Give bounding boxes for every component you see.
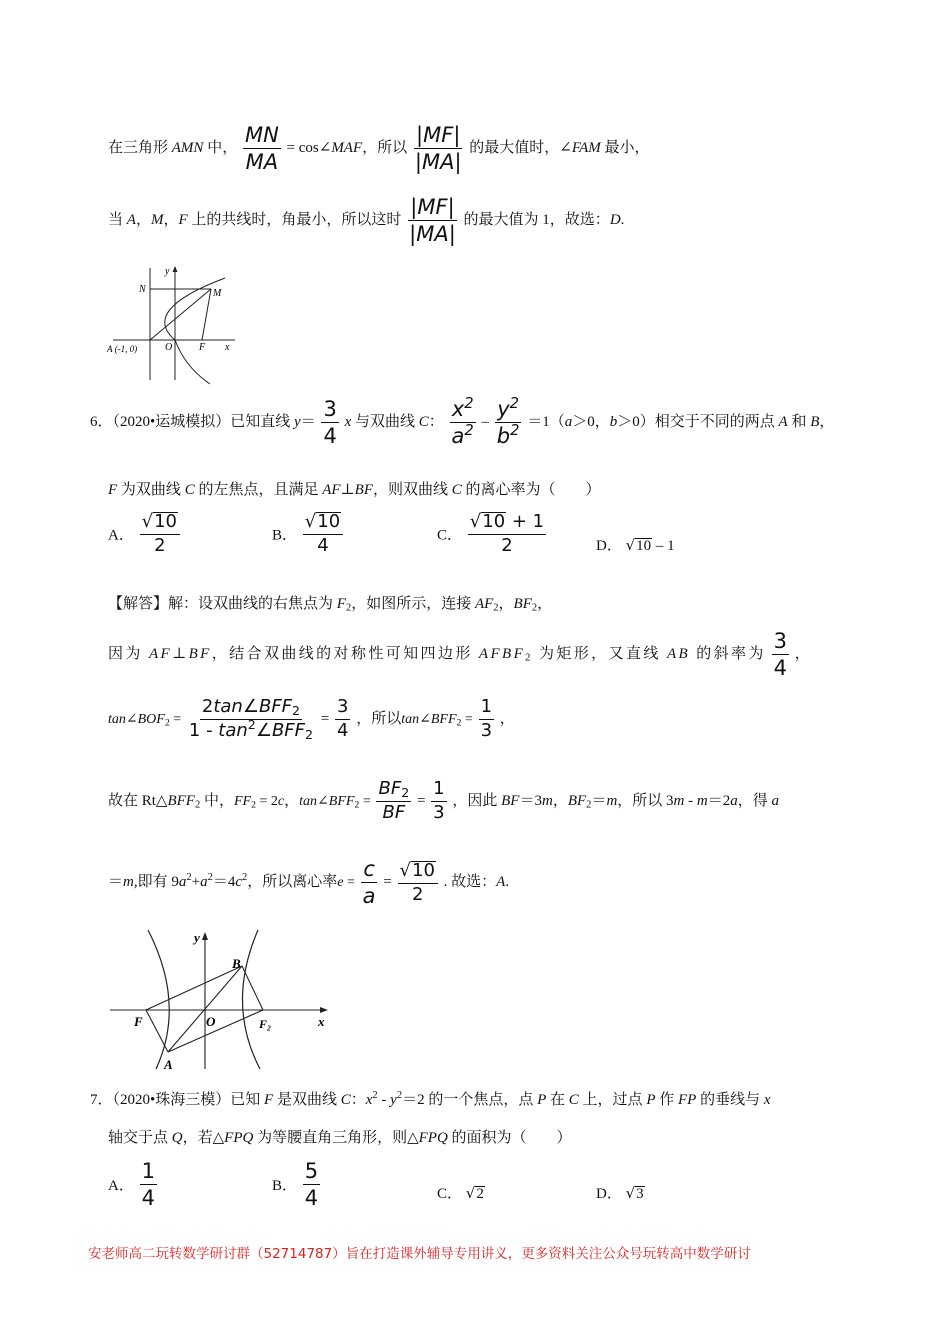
q7-l2: 轴交于点 Q，若△FPQ 为等腰直角三角形，则△FPQ 的面积为（ ） [108,1130,572,1146]
option-label: B． [272,527,298,544]
option-label: C． [437,527,463,544]
frac-numerator: $BF_2$ [378,778,410,801]
q7-l1: 7．（2020•珠海三模）已知 F 是双曲线 C：$x^2 - y^2=2$ 的一个焦点，点 P 在 C 上，过点 P 作 FP 的垂线与 x [90,1090,771,1108]
q6-option-d[interactable] [596,534,675,555]
frac-denominator: |MA| [409,222,456,247]
frac-numerator: $2\tan\angle BFF_2$ [201,696,301,719]
sol6-l4-a: 故在 $Rt\triangle BFF_2$ 中，$FF_2 = 2c$，$\tan\angle BFF_2$ = [108,792,371,811]
frac-numerator: 3 [772,630,789,655]
frac-numerator: √10 [140,512,180,535]
option-label: D． [596,538,622,554]
frac-numerator: 3 [335,698,350,720]
fig2-label-o: O [206,1014,216,1029]
sol6-l1: 【解答】解：设双曲线的右焦点为 $F_2$，如图所示，连接 $AF_2$，$BF_2$， [108,596,553,614]
sol6-l2-end: ， [794,645,810,662]
sol6-eccentricity-fraction [398,861,438,905]
solution-6-line-2 [108,630,810,679]
fig2-label-b: B [232,956,241,971]
frac-denominator: BF [382,801,406,823]
option-fraction [140,1160,157,1209]
sol6-l4-eq: = [416,792,426,809]
option-label: A． [108,1178,134,1195]
parabola-figure [105,262,245,387]
sol6-slope-fraction [772,630,789,679]
frac-numerator: c [361,858,377,883]
solution-6-line-4 [108,780,779,823]
line1-text-c: 的最大值时，∠FAM 最小， [469,139,650,156]
sol6-three-quarters [335,698,350,741]
frac-numerator: |MF| [414,124,462,149]
frac-denominator: 2 [154,534,166,556]
fig2-label-a: A [164,1057,173,1072]
q6-suffix: ＝1（a＞0，b＞0）相交于不同的两点 A 和 B， [527,413,835,430]
option-label: B． [272,1178,298,1195]
fig1-label-y: y [165,266,170,277]
frac-denominator: 4 [141,1186,155,1211]
q6-x2-over-a2 [450,394,476,449]
q6-minus: – [481,413,490,430]
line2-text-a: 当 A，M，F 上的共线时，角最小，所以这时 [108,211,402,228]
fig2-label-f: F [134,1014,143,1029]
fig1-label-o: O [165,342,173,353]
hyperbola-figure [108,924,338,1074]
solution-line-1 [108,124,650,173]
line1-text-b: = cos∠MAF，所以 [286,139,408,156]
sol6-one-third-2 [431,780,446,823]
frac-numerator: |MF| [408,196,456,221]
fig1-label-x: x [225,342,230,353]
q6-prefix: 6．（2020•运城模拟）已知直线 y＝ [90,413,316,430]
q6-slope-fraction [321,398,338,447]
sol6-l5-eq: = [383,873,392,890]
frac-numerator: $x^2$ [450,398,476,423]
line2-text-b: 的最大值为 1，故选：D. [463,211,625,228]
sol6-bf2-over-bf [376,780,411,823]
frac-numerator: MN [243,124,281,149]
frac-denominator: MA [245,150,279,175]
q6-mid: x 与双曲线 C： [344,413,444,430]
fig1-label-n: N [139,284,146,295]
q6-option-a[interactable] [108,512,182,556]
option-text: √10 – 1 [625,536,675,554]
sol6-c-over-a [361,858,378,907]
frac-numerator: 3 [321,398,338,423]
sol6-l4-b: ，因此 BF＝3m，$BF_2=m$，所以 3m - m＝2a，得 a [452,792,780,811]
sol6-l3-end: ， [499,710,515,727]
option-label: C． [437,1186,463,1202]
frac-numerator: √10 [303,512,343,535]
frac-denominator: 3 [433,801,445,823]
fraction-mn-ma [243,124,281,173]
frac-denominator: 2 [501,534,513,556]
option-fraction [140,512,180,556]
question-7-line-2 [108,1126,572,1147]
frac-denominator: a [362,884,376,909]
frac-denominator: 3 [480,719,493,741]
frac-numerator: $y^2$ [495,398,521,423]
frac-denominator: $a^2$ [451,421,474,449]
frac-numerator: 1 [479,698,494,720]
frac-numerator: 1 [431,780,446,802]
fraction-mf-ma-2 [407,196,458,245]
sol6-l3-b: ，所以$\tan\angle BFF_2$ = [356,710,473,729]
option-label: A． [108,527,134,544]
frac-denominator: 2 [411,883,424,905]
frac-denominator: $b^2$ [496,421,520,449]
frac-denominator: 4 [317,534,329,556]
sol6-l3-eq: = [320,710,330,727]
frac-denominator: $1 - \tan^2\angle BFF_2$ [188,716,314,743]
option-label: D． [596,1186,622,1202]
frac-numerator: 5 [303,1160,320,1185]
q7-option-a[interactable] [108,1160,159,1209]
q6-option-b[interactable] [272,512,345,556]
promo-footer: 安老师高二玩转数学研讨群（52714787）旨在打造课外辅导专用讲义，更多资料关注公众号玩转高中数学研讨 [88,1246,751,1262]
q7-option-d[interactable] [596,1182,645,1203]
option-fraction [303,512,343,556]
question-6-line-1 [90,394,835,449]
sol6-double-angle-fraction [187,698,315,741]
fig2-label-y: y [194,930,200,945]
option-text: √2 [465,1184,484,1202]
question-6-line-2 [108,478,601,499]
fig1-label-a: A (-1, 0) [107,344,138,354]
solution-6-line-1 [108,592,552,613]
q7-option-b[interactable] [272,1160,322,1209]
fig1-label-f: F [199,342,206,353]
sol6-l5-b: . 故选：A. [443,873,510,890]
sol6-l2: 因为 AF⊥BF，结合双曲线的对称性可知四边形 $AFBF_2$ 为矩形，又直线 AB 的斜率为 [108,645,766,664]
q6-line2-text: F 为双曲线 C 的左焦点，且满足 AF⊥BF，则双曲线 C 的离心率为（ ） [108,482,601,498]
fig2-label-x: x [318,1014,325,1029]
solution-line-2 [108,196,624,245]
frac-numerator: 1 [140,1160,157,1185]
fraction-mf-ma [413,124,464,173]
frac-denominator: 4 [323,424,337,449]
line1-text-a: 在三角形 AMN 中， [108,139,238,156]
sol6-l5-a: ＝m,即有 $9a^2+a^2=4c^2$，所以离心率e = [108,872,355,890]
solution-6-line-5 [108,858,509,907]
sol6-one-third [479,698,494,741]
frac-denominator: 4 [773,656,787,681]
solution-6-line-3 [108,698,515,741]
option-fraction [468,512,546,556]
frac-denominator: |MA| [414,150,462,175]
frac-denominator: 4 [337,719,349,741]
fig2-label-f2: F₂ [259,1017,272,1031]
frac-denominator: 4 [304,1186,319,1211]
question-7-line-1 [90,1088,771,1109]
q6-option-c[interactable] [437,512,548,556]
sol6-l3-a: $\tan\angle BOF_2$ = [108,711,182,729]
frac-numerator: √10 [398,861,438,884]
q6-y2-over-b2 [495,394,522,449]
frac-numerator: √10 + 1 [468,512,546,535]
option-text: √3 [625,1184,644,1202]
q7-option-c[interactable] [437,1182,485,1203]
option-fraction [303,1160,320,1209]
fig1-label-m: M [213,288,222,299]
